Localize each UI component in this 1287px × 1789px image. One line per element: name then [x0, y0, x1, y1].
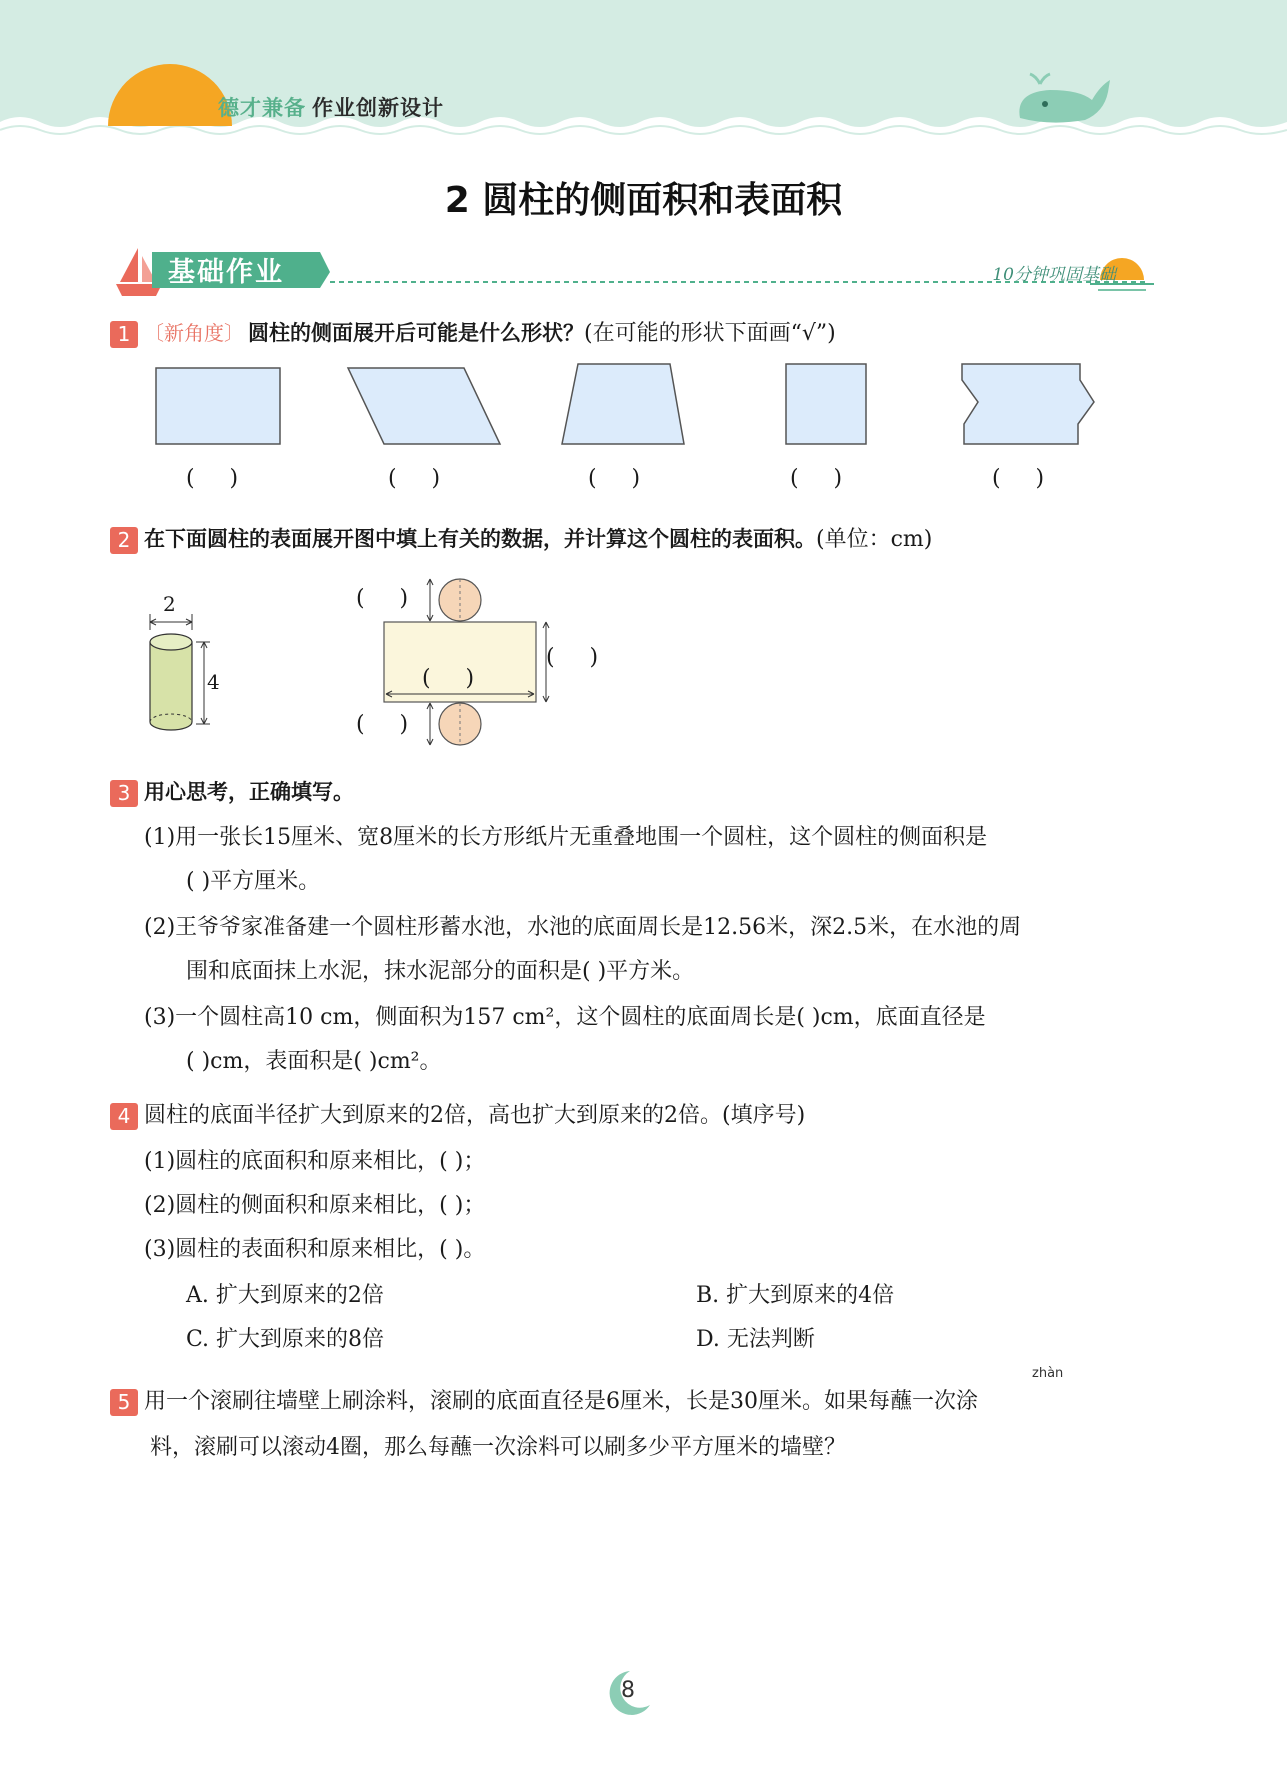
answer-blank[interactable]: ( ) [186, 466, 239, 491]
q5-line-2: 料，滚刷可以滚动4圈，那么每蘸一次涂料可以刷多少平方厘米的墙壁？ [150, 1435, 846, 1460]
answer-blank-width[interactable]: ( ) [422, 666, 475, 691]
question-hint: (单位：cm) [816, 527, 933, 552]
notched-shape [958, 360, 1100, 448]
option-a[interactable]: A. 扩大到原来的2倍 [186, 1283, 384, 1308]
q3-line-3: (2)王爷爷家准备建一个圆柱形蓄水池，水池的底面周长是12.56米，深2.5米，在水池的周 [144, 915, 1022, 940]
answer-blank-height[interactable]: ( ) [546, 645, 599, 670]
pinyin-annotation: zhàn [1032, 1366, 1064, 1381]
header-decoration [0, 0, 1287, 150]
page-header [0, 0, 1287, 150]
question-text: 在下面圆柱的表面展开图中填上有关的数据，并计算这个圆柱的表面积。 [144, 527, 816, 551]
answer-blank[interactable]: ( ) [992, 466, 1045, 491]
page-number [600, 1665, 656, 1721]
page-number-text: 8 [621, 1678, 635, 1703]
q3-line-2: ( )平方厘米。 [186, 869, 321, 894]
q3-line-5: (3)一个圆柱高10 cm，侧面积为157 cm²，这个圆柱的底面周长是( )cm，底面直径是 [144, 1005, 986, 1030]
option-c[interactable]: C. 扩大到原来的8倍 [186, 1327, 385, 1352]
question-number: 3 [110, 780, 138, 807]
q3-line-4: 围和底面抹上水泥，抹水泥部分的面积是( )平方米。 [186, 959, 695, 984]
question-number: 1 [110, 321, 138, 348]
question-tag: 〔新角度〕 [144, 321, 244, 345]
answer-blank[interactable]: ( ) [388, 466, 441, 491]
trapezoid-shape [556, 360, 692, 448]
question-2 [110, 522, 932, 554]
q4-line-3: (3)圆柱的表面积和原来相比，( )。 [144, 1237, 486, 1262]
question-4 [110, 1098, 805, 1130]
parallelogram-shape [340, 364, 510, 448]
diameter-label: 2 [163, 592, 176, 616]
brand-name: 德才兼备 [218, 96, 306, 120]
question-text: 圆柱的侧面展开后可能是什么形状？ [248, 321, 584, 345]
question-1 [110, 316, 836, 348]
question-5 [110, 1384, 978, 1416]
answer-blank-top-circle[interactable]: ( ) [356, 586, 409, 611]
question-hint: (填序号) [722, 1103, 806, 1128]
question-text: 用一个滚刷往墙壁上刷涂料，滚刷的底面直径是6厘米，长是30厘米。如果每蘸一次涂 [144, 1389, 978, 1414]
cylinder-figure [136, 590, 246, 740]
answer-blank-bottom-circle[interactable]: ( ) [356, 712, 409, 737]
question-text: 用心思考，正确填写。 [144, 780, 354, 804]
brand-subtitle: 作业创新设计 [312, 96, 444, 120]
q4-line-1: (1)圆柱的底面积和原来相比，( )； [144, 1149, 486, 1174]
q3-line-6: ( )cm，表面积是( )cm²。 [186, 1049, 442, 1074]
square-shape [782, 360, 870, 448]
height-label: 4 [207, 670, 220, 694]
section-header [108, 244, 1188, 300]
answer-blank[interactable]: ( ) [790, 466, 843, 491]
question-text: 圆柱的底面半径扩大到原来的2倍，高也扩大到原来的2倍。 [144, 1103, 722, 1128]
option-b[interactable]: B. 扩大到原来的4倍 [696, 1283, 895, 1308]
option-d[interactable]: D. 无法判断 [696, 1327, 815, 1352]
answer-blank[interactable]: ( ) [588, 466, 641, 491]
question-hint: (在可能的形状下面画“√”) [584, 321, 836, 346]
section-label: 基础作业 [168, 257, 284, 288]
question-number: 5 [110, 1389, 138, 1416]
brand-title [218, 92, 444, 122]
q3-line-1: (1)用一张长15厘米、宽8厘米的长方形纸片无重叠地围一个圆柱，这个圆柱的侧面积是 [144, 825, 988, 850]
rectangle-shape [152, 364, 284, 448]
q4-line-2: (2)圆柱的侧面积和原来相比，( )； [144, 1193, 486, 1218]
whale-icon [1019, 74, 1110, 123]
section-note: 10分钟巩固基础 [992, 265, 1116, 285]
page-title: 2 圆柱的侧面积和表面积 [444, 180, 843, 221]
question-number: 2 [110, 527, 138, 554]
question-number: 4 [110, 1103, 138, 1130]
question-3 [110, 776, 354, 807]
